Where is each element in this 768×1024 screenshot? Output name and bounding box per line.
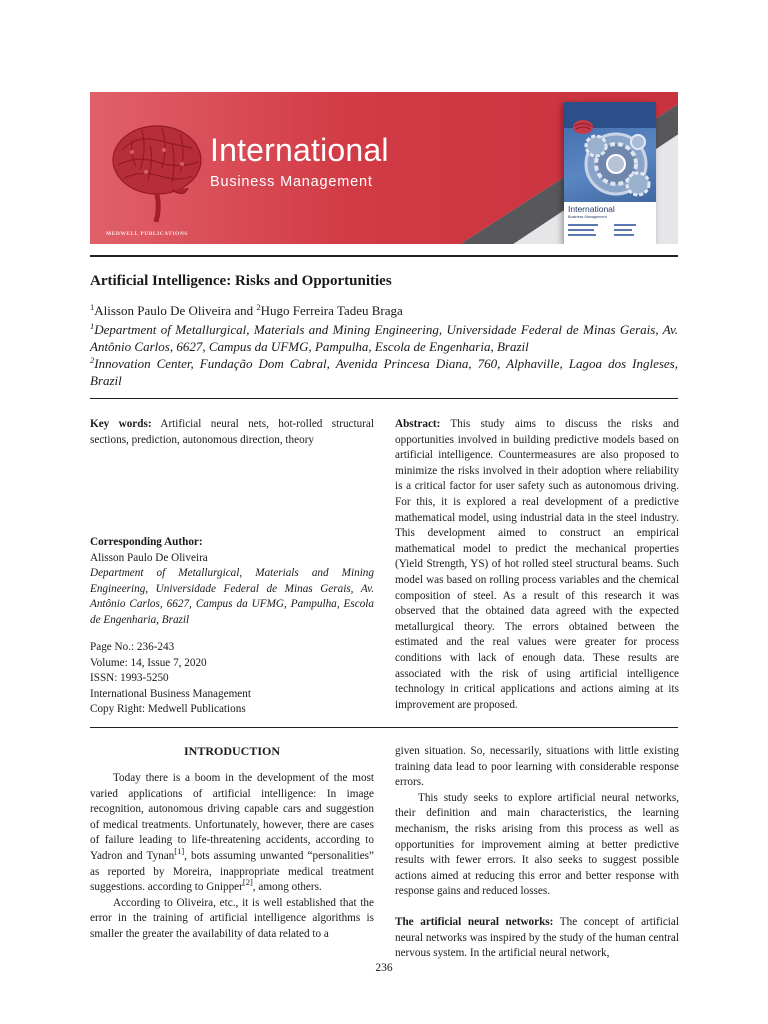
keywords-text: Artificial neural nets, hot-rolled structural sections, prediction, autonomous direction, theory (90, 418, 375, 446)
section-heading-introduction: INTRODUCTION (183, 744, 280, 758)
affiliation-text: Innovation Center, Fundação Dom Cabral, Avenida Princesa Diana, 760, Alphaville, Lagoa dos Ingleses, Brazil (90, 356, 678, 388)
publisher-logo-text: MEDWELL PUBLICATIONS (106, 231, 188, 237)
author-sup: 2 (256, 302, 261, 312)
citation-ref: [2] (242, 877, 253, 888)
abstract (395, 417, 679, 713)
publication-info (90, 640, 374, 718)
paragraph: According to Oliveira, etc., it is well established that the error in the training of artificial intelligence algorithms is smaller the greater the availability of data related to a (90, 896, 374, 940)
brain-logo-icon (102, 110, 212, 228)
cover-subtitle: Business Management (568, 215, 607, 219)
cover-title: International (568, 204, 615, 214)
corresponding-label: Corresponding Author: (90, 536, 203, 548)
journal-banner (90, 92, 678, 244)
keywords-label: Key words: (90, 418, 152, 430)
paragraph-text: The concept of artificial neural networks was inspired by the study of the human central nervous system. In the artificial neural network, (395, 915, 679, 960)
cover-decor-line (614, 229, 632, 231)
affiliation-sup: 2 (90, 355, 95, 365)
banner-subtitle: Business Management (210, 174, 373, 190)
page-number: 236 (375, 962, 393, 974)
meta-top-divider (90, 398, 678, 399)
author-line (90, 303, 403, 319)
cover-decor-line (614, 224, 636, 226)
cover-title-area (564, 202, 656, 244)
author-sup: 1 (90, 302, 95, 312)
paragraph (395, 915, 679, 962)
corresponding-author (90, 535, 374, 629)
body-left-column (90, 771, 374, 943)
author-name: Hugo Ferreira Tadeu Braga (260, 303, 403, 318)
journal-name: International Business Management (90, 687, 251, 700)
cover-decor-line (568, 234, 596, 236)
cover-decor-line (614, 234, 634, 236)
copyright: Copy Right: Medwell Publications (90, 703, 246, 716)
paragraph-text: , bots assuming unwanted “personalities” as reported by Moreira, inappropriate medical treatment suggestions. according to Gnipper (90, 849, 374, 894)
issn: ISSN: 1993-5250 (90, 672, 169, 685)
cover-decor-line (568, 229, 594, 231)
paragraph: given situation. So, necessarily, situations with little existing training data lead to poor learning with considerable response errors. (395, 745, 679, 789)
meta-bottom-divider (90, 727, 678, 728)
paragraph: This study seeks to explore artificial neural networks, their definition and main characteristics, the learning mechanism, the risks arising from this process as well as opportunities for improvement aiming at better predictive results with fewer errors. It also seeks to suggest possible actions aimed at reducing this error and better response with response gains and reduced losses. (395, 791, 679, 898)
header-divider (90, 255, 678, 257)
banner-title: International (210, 132, 389, 168)
cover-decor-line (568, 224, 598, 226)
affiliation-text: Department of Metallurgical, Materials and Mining Engineering, Universidade Federal de Minas Gerais, Av. Antônio Carlos, 6627, Campus da UFMG, Pampulha, Escola de Engenharia, Brazil (90, 322, 678, 354)
paragraph-text: Today there is a boom in the development of the most varied applications of artificial intelligence: In image recognition, autonomous driving capable cars and suggestion of medical treatments. Unfortunately, however, there are cases of failure leading to life-threatening accidents, according to Yadron and Tynan (90, 772, 374, 862)
subsection-label: The artificial neural networks: (395, 915, 554, 928)
abstract-label: Abstract: (395, 418, 441, 430)
corresponding-name: Alisson Paulo De Oliveira (90, 551, 208, 564)
paragraph (90, 771, 374, 896)
corresponding-address: Department of Metallurgical, Materials and Mining Engineering, Universidade Federal de Minas Gerais, Av. Antônio Carlos, 6627, Campus da UFMG, Pampulha, Escola de Engenharia, Brazil (90, 567, 374, 626)
citation-ref: [1] (174, 845, 185, 856)
affiliation-sup: 1 (90, 321, 95, 331)
affiliation-1 (90, 321, 678, 355)
page-range: Page No.: 236-243 (90, 641, 175, 653)
volume-issue: Volume: 14, Issue 7, 2020 (90, 656, 207, 669)
journal-cover-image (564, 102, 656, 244)
abstract-text: This study aims to discuss the risks and opportunities involved in building predictive models based on artificial intelligence. Countermeasures are also proposed to minimize the risks involved in their adoption where reliability is a critical factor for user safety such as autonomous driving. For this, it is explored a real development of a predictive mathematical model, using industrial data in the steel industry. This development aimed to construct an empirical mathematical model to predict the mechanical properties (Yield Strength, YS) of hot rolled steel structural beams. Such model was based on rolling process variables and the chemical composition of steel. As a result of this research it was observed that the obtained data agreed with the expected metallurgical theory. The errors obtained between the estimated and the real values were greater for process conditions with lack of enough data. These results are associated with the risk of using artificial intelligence technology in critical applications and actions aiming at its improvement are proposed. (395, 418, 679, 711)
article-title: Artificial Intelligence: Risks and Opportunities (90, 273, 392, 289)
keywords (90, 417, 374, 448)
body-right-column (395, 744, 679, 962)
gears-icon (580, 128, 652, 202)
author-name: Alisson Paulo De Oliveira and (94, 303, 257, 318)
paragraph-text: , among others. (252, 881, 322, 894)
affiliation-2 (90, 355, 678, 389)
